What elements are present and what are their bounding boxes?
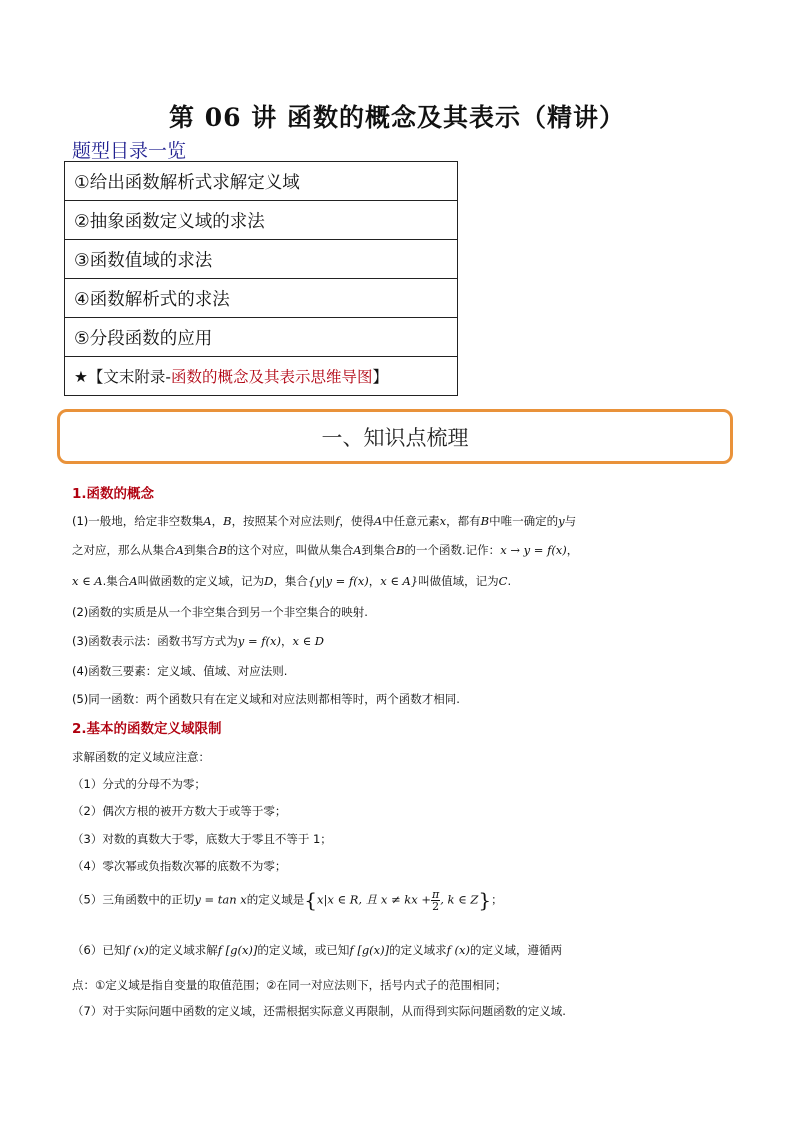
- text: 与: [564, 514, 577, 528]
- fraction: [431, 889, 440, 912]
- denominator: 2: [432, 899, 440, 913]
- math: x ∈ A: [72, 574, 103, 588]
- text: （6）已知: [72, 943, 126, 957]
- math: f [g(x)]: [349, 943, 390, 957]
- math: {y|y = f(x): [307, 574, 369, 588]
- toc-appendix[interactable]: [65, 357, 458, 396]
- text: 到集合: [183, 543, 219, 557]
- math: A: [353, 543, 362, 557]
- text: 的定义域，遵循两: [470, 943, 563, 957]
- text: (1)一般地，给定非空数集: [72, 514, 204, 528]
- math: A: [373, 514, 383, 528]
- text: 的定义域求解: [148, 943, 218, 957]
- toc-item[interactable]: ⑤分段函数的应用: [65, 318, 458, 357]
- math: x → y = f(x): [500, 543, 567, 557]
- section1-p3: [72, 573, 511, 589]
- text: （5）三角函数中的正切: [72, 892, 195, 907]
- toc-item[interactable]: ②抽象函数定义域的求法: [65, 201, 458, 240]
- text: 的定义域求: [389, 943, 447, 957]
- math: f (x): [125, 943, 149, 957]
- math: B: [480, 514, 490, 528]
- text: .: [507, 574, 512, 588]
- text: ，: [566, 543, 579, 557]
- brace-close: }: [478, 888, 492, 912]
- text: 叫做值域，记为: [418, 574, 499, 588]
- text: 的定义域是: [246, 892, 305, 907]
- math: y = f(x): [237, 634, 281, 648]
- numerator: π: [432, 887, 440, 901]
- section1-p5: [72, 633, 324, 649]
- rule-7: （7）对于实际问题中函数的定义域，还需根据实际意义再限制，从而得到实际问题函数的定义域.: [72, 1004, 566, 1018]
- page-title: 第 06 讲 函数的概念及其表示（精讲）: [169, 103, 625, 132]
- math: f: [335, 514, 340, 528]
- math: B: [223, 514, 232, 528]
- text: 中唯一确定的: [489, 514, 559, 528]
- math: B: [218, 543, 227, 557]
- text: 之对应，那么从集合: [72, 543, 176, 557]
- text: 的一个函数.记作：: [404, 543, 501, 557]
- section1-p6: (4)函数三要素：定义域、值域、对应法则.: [72, 664, 288, 678]
- toc-item[interactable]: ③函数值域的求法: [65, 240, 458, 279]
- rule-1: （1）分式的分母不为零；: [72, 777, 206, 791]
- toc-table: [64, 161, 458, 396]
- text: 中任意元素: [382, 514, 440, 528]
- text: (3)函数表示法：函数书写方式为: [72, 634, 238, 648]
- rule-4: （4）零次幂或负指数次幂的底数不为零；: [72, 859, 287, 873]
- text: 的定义域，或已知: [257, 943, 350, 957]
- text: ；: [491, 892, 503, 907]
- text: ，: [211, 514, 224, 528]
- text: 到集合: [361, 543, 397, 557]
- rule-6: [72, 942, 562, 958]
- math: A: [129, 574, 138, 588]
- math: x|x ∈ R, 且 x ≠ kx +: [317, 892, 432, 907]
- section1-heading: 1.函数的概念: [72, 486, 155, 502]
- text: ，: [368, 574, 381, 588]
- section1-p1: [72, 513, 576, 529]
- math: f (x): [446, 943, 471, 957]
- math: x: [439, 514, 447, 528]
- text: ，按照某个对应法则: [231, 514, 336, 528]
- rule-5: [72, 888, 503, 912]
- section2-intro: 求解函数的定义域应注意：: [72, 750, 210, 764]
- math: C: [498, 574, 508, 588]
- text: ，: [280, 634, 293, 648]
- math: D: [264, 574, 274, 588]
- math: x ∈ D: [292, 634, 324, 648]
- math: y: [558, 514, 565, 528]
- section2-heading: 2.基本的函数定义域限制: [72, 721, 222, 737]
- toc-item[interactable]: ①给出函数解析式求解定义域: [65, 162, 458, 201]
- toc-item[interactable]: ④函数解析式的求法: [65, 279, 458, 318]
- rule-2: （2）偶次方根的被开方数大于或等于零；: [72, 804, 287, 818]
- text: ，集合: [273, 574, 308, 588]
- section1-p2: [72, 542, 578, 558]
- math: y = tan x: [194, 892, 247, 907]
- toc-appendix-suffix: 】: [372, 368, 389, 386]
- section1-p7: (5)同一函数：两个函数只有在定义域和对应法则都相等时，两个函数才相同.: [72, 692, 460, 706]
- brace-open: {: [304, 888, 318, 912]
- math: f [g(x)]: [217, 943, 258, 957]
- math: A: [175, 543, 184, 557]
- section1-p4: (2)函数的实质是从一个非空集合到另一个非空集合的映射.: [72, 605, 368, 619]
- math: B: [396, 543, 405, 557]
- toc-appendix-highlight: 函数的概念及其表示思维导图: [171, 368, 373, 386]
- text: ，都有: [446, 514, 481, 528]
- text: 叫做函数的定义域，记为: [137, 574, 265, 588]
- text: .集合: [102, 574, 130, 588]
- rule-3: （3）对数的真数大于零，底数大于零且不等于 1；: [72, 832, 332, 846]
- math: A: [203, 514, 212, 528]
- toc-label: 题型目录一览: [72, 140, 187, 162]
- math: , k ∈ Z: [440, 892, 479, 907]
- section-banner: 一、知识点梳理: [57, 409, 733, 464]
- text: 的这个对应，叫做从集合: [226, 543, 354, 557]
- toc-appendix-prefix: ★【文末附录-: [74, 368, 171, 386]
- math: x ∈ A}: [380, 574, 419, 588]
- rule-6-cont: 点：①定义域是指自变量的取值范围；②在同一对应法则下，括号内式子的范围相同；: [72, 978, 507, 992]
- text: ，使得: [339, 514, 374, 528]
